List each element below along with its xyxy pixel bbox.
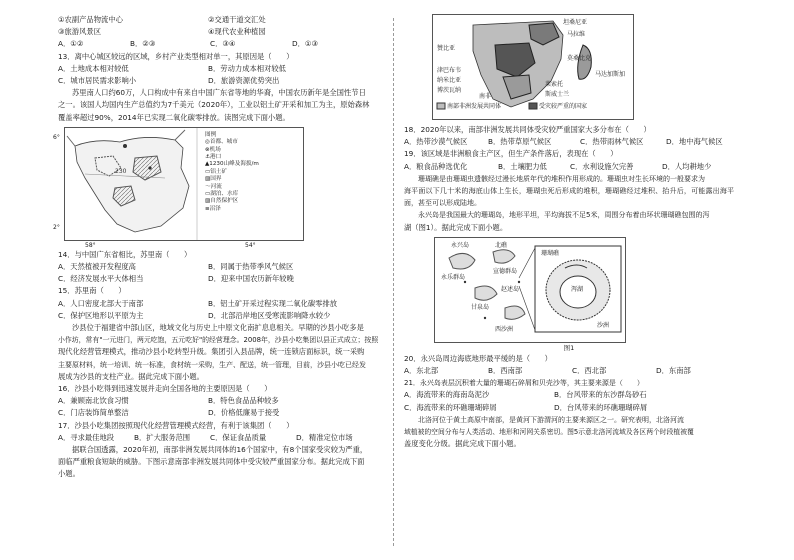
map3-label: 永乐群岛	[441, 273, 466, 281]
map3-label: 西沙洲	[495, 325, 514, 333]
q16-options-row2	[58, 407, 380, 419]
legend-item: ▨自然保护区	[205, 198, 239, 205]
intro-coral-2: 海平面以下几十米的海底山体上生长，珊瑚虫死后形成的堆积，珊瑚礁经过堆积、抬升后，可能露出海平面，甚至可以形成陆地。	[404, 187, 734, 208]
intro-suriname-3: 覆盖率超过90%，2014年已实现二氧化碳零排放。读图完成下面小题。	[58, 112, 290, 122]
lon-label-right: 54°	[245, 241, 256, 249]
option: A．天然植被开发程度高	[58, 262, 136, 272]
lat-label-bottom: 2°	[53, 223, 60, 231]
intro-shaxian-3: 现代化经营管理模式，推动沙县小吃转型升级。集团引入县品牌，统一连锁店面标识，统一采购	[58, 347, 365, 357]
map3-label: 甘泉岛	[471, 303, 490, 311]
option: B．西南部	[488, 366, 523, 376]
intro-africa-3: 小题。	[58, 469, 80, 479]
intro-beiluo-1: 北洛河位于黄土高原中南部，是黄河下游渭河的主要来源区之一。研究表明，北洛河流	[418, 415, 684, 424]
option: C．③④	[210, 39, 236, 49]
prev-item: ①农副产品物流中心	[58, 15, 123, 24]
peak-value: 230	[115, 167, 127, 175]
q15-options-row2	[58, 310, 380, 322]
country-label: 博茨瓦纳	[437, 87, 462, 94]
option: D．迎来中国农历新年较晚	[208, 274, 294, 284]
intro-beiluo-2: 域植被的空间分布与人类活动、地形和河网关系密切。图5示意北洛河流域及各区两个时段植被覆	[404, 428, 694, 437]
question-19: 19．该区域是非洲粮食主产区，但生产条件落后，表现在（ ）	[404, 149, 618, 159]
option: C．城市居民需求影响小	[58, 76, 137, 86]
q19-options	[404, 161, 734, 173]
country-label: 马达加斯加	[595, 71, 626, 78]
option: A．东北部	[404, 366, 439, 376]
intro-suriname-2: 之一。该国人均国内生产总值约为7千美元（2020年），工业以铝土矿开采和加工为主，原始森林	[58, 100, 370, 110]
country-label: 斯威士兰	[545, 91, 570, 98]
option: B．台风带来的东沙群岛砂石	[554, 390, 647, 400]
intro-africa-1: 据联合国透露，2020年初，南部非洲发展共同体的16个国家中，有8个国家受灾较为严重，	[72, 445, 368, 455]
intro-shaxian-4: 主要原材料，统一培训、统一标准，食材统一采购，生产、配送，统一管理，目前，沙县小吃已经发	[58, 360, 366, 369]
option: D．东南部	[656, 366, 691, 376]
option: A．人口密度北部大于南部	[58, 298, 144, 308]
question-17: 17．沙县小吃集团按照现代化经营管理模式经营，有利于该集团（ ）	[58, 420, 294, 430]
legend-affected: 受灾较严重的国家	[539, 103, 588, 110]
country-label: 赞比亚	[437, 45, 456, 52]
yongxing-map	[434, 237, 626, 343]
legend-item: ≡沼泽	[205, 205, 221, 212]
prev-items-row2	[58, 26, 380, 38]
question-14: 14．与中国广东省相比，苏里南（ ）	[58, 249, 192, 259]
left-column	[53, 14, 380, 481]
legend-item: ▨国界	[205, 176, 222, 183]
intro-beiluo-3: 盖度变化分级。据此完成下面小题。	[404, 439, 521, 449]
option: D．①③	[292, 39, 318, 49]
option: A．兼顾南北饮食习惯	[58, 396, 129, 406]
map3-label: 永兴岛	[451, 241, 470, 249]
option: A．海流带来的海南岛泥沙	[404, 390, 490, 400]
q13-options-row2	[58, 75, 380, 87]
option: C．水利设施欠完善	[570, 161, 634, 171]
option: D．人均耕地少	[662, 161, 712, 171]
question-20: 20．永兴岛周边海底地形最平缓的是（ ）	[404, 353, 552, 363]
map-legend	[205, 132, 299, 213]
option: D．地中海气候区	[666, 137, 723, 147]
country-label: 马拉维	[567, 31, 586, 38]
figure-caption: 图1	[563, 343, 575, 352]
option: D．台风带来的环礁珊瑚碎屑	[554, 402, 648, 412]
legend-item: ▭湖泊、水库	[205, 191, 239, 198]
intro-coral-4: 湖（图1）。据此完成下面小题。	[404, 222, 508, 232]
map3-label: 珊瑚礁	[541, 249, 560, 257]
q20-options	[404, 365, 734, 377]
option: C．海流带来的环礁珊瑚碎屑	[404, 402, 497, 412]
intro-shaxian-2: 小作坊，常有"一元进门，两元吃饱，五元吃好"的经营理念。2008年，沙县小吃集团以县正式成立；按照	[58, 336, 379, 345]
legend-title: 图例	[205, 131, 217, 138]
map3-label: 沙洲	[597, 321, 610, 329]
question-21: 21．永兴岛表层沉积着大量的珊瑚石碎屑和贝壳沙等，其主要来源是（ ）	[404, 379, 644, 388]
option: C．经济发展水平大体相当	[58, 274, 144, 284]
map3-label: 赵述岛	[501, 285, 520, 293]
option: C．保证食品质量	[210, 432, 267, 442]
option: B．扩大服务范围	[134, 432, 191, 442]
intro-coral-1: 珊瑚礁是由珊瑚虫遗骸经过漫长地质年代的堆积作用形成的。珊瑚虫对生长环境的一般要求为	[418, 174, 705, 183]
prev-item: ②交通干道交汇处	[208, 15, 266, 24]
prev-options	[58, 38, 380, 50]
q13-options-row1	[58, 63, 380, 75]
option: B．劳动力成本相对较低	[208, 63, 286, 73]
option: B．②③	[130, 39, 156, 49]
lat-label-top: 6°	[53, 133, 60, 141]
right-column	[404, 14, 734, 450]
intro-suriname-1: 苏里南人口约60万，人口构成中有来自中国广东省等地的华裔，中国农历新年是全国性节日	[72, 88, 366, 98]
option: A．粮食品种选优化	[404, 161, 468, 171]
option: A．土地成本相对较低	[58, 63, 129, 73]
question-15: 15．苏里南（ ）	[58, 286, 126, 296]
option: D．价格低廉易于接受	[208, 408, 280, 418]
option: C．保护区地形以平原为主	[58, 310, 144, 320]
intro-africa-2: 面临严重粮食短缺的威胁。下图示意南部非洲发展共同体中受灾较严重国家分布。据此完成下面	[58, 457, 365, 467]
question-16: 16．沙县小吃得到迅速发展并走向全国各地的主要原因是（ ）	[58, 384, 272, 394]
legend-item: ▭铝土矿	[205, 168, 228, 175]
option: B．同属于热带季风气候区	[208, 262, 294, 272]
suriname-map	[53, 127, 304, 249]
option: B．热带草原气候区	[488, 137, 552, 147]
option: C．西北部	[572, 366, 607, 376]
option: A．寻求最佳地段	[58, 432, 115, 442]
legend-community: 南部非洲发展共同体	[447, 103, 502, 110]
map3-label: 宣德群岛	[493, 267, 518, 275]
legend-item: ～河流	[205, 183, 222, 190]
option: B．土壤肥力低	[498, 161, 547, 171]
q16-options-row1	[58, 395, 380, 407]
option: B．特色食品品种较多	[208, 396, 279, 406]
country-label: 纳米比亚	[437, 77, 462, 84]
q17-options	[58, 432, 380, 444]
option: A．热带沙漠气候区	[404, 137, 468, 147]
prev-item: ③旅游风景区	[58, 27, 102, 37]
legend-item: ▲1230山峰及海拔/m	[205, 161, 259, 168]
q14-options-row2	[58, 273, 380, 285]
option: D．精准定位市场	[296, 432, 353, 442]
question-18: 18．2020年以来，南部非洲发展共同体受灾较严重国家大多分布在（ ）	[404, 125, 651, 134]
q14-options-row1	[58, 261, 380, 273]
q21-options-row2	[404, 402, 734, 414]
prev-items-row1	[58, 14, 380, 26]
q15-options-row1	[58, 298, 380, 310]
option: B．铝土矿开采过程实现二氧化碳零排放	[208, 298, 338, 308]
legend-item: ⊗机场	[205, 146, 221, 153]
intro-coral-3: 永兴岛是我国最大的珊瑚岛，地形平坦，平均海拔不足5米，周围分布着由环状珊瑚礁包围的泻	[418, 211, 710, 220]
legend-item: ⚓港口	[205, 154, 222, 161]
prev-item: ④现代农业种植园	[208, 27, 266, 37]
country-label: 莱索托	[545, 81, 564, 88]
q21-options-row1	[404, 389, 734, 401]
country-label: 莫桑比克	[567, 55, 592, 62]
legend-item: ◎首都、城市	[205, 139, 238, 146]
country-label: 坦桑尼亚	[563, 19, 588, 26]
option: D．旅游资源优势突出	[208, 76, 280, 86]
lon-label-left: 58°	[85, 241, 96, 249]
option: C．门店装饰简单整洁	[58, 408, 129, 418]
option: D．北部沿岸地区受寒流影响降水较少	[208, 310, 331, 320]
q18-options	[404, 136, 734, 148]
country-label: 津巴布韦	[437, 67, 462, 74]
intro-shaxian-1: 沙县位于福建省中部山区，地域文化与历史上中原文化南扩息息相关。早期的沙县小吃多是	[72, 323, 364, 333]
column-divider	[393, 18, 394, 546]
map3-label: 泻湖	[571, 285, 584, 293]
country-label: 南非	[479, 93, 492, 100]
option: C．热带雨林气候区	[580, 137, 644, 147]
question-13: 13．离中心城区较远的区域，乡村产业类型相对单一，其原因是（ ）	[58, 51, 294, 61]
option: A．①②	[58, 39, 84, 49]
map3-label: 北礁	[495, 241, 508, 249]
intro-shaxian-5: 展成为沙县的支柱产业。据此完成下面小题。	[58, 371, 204, 381]
southern-africa-map	[432, 14, 634, 120]
